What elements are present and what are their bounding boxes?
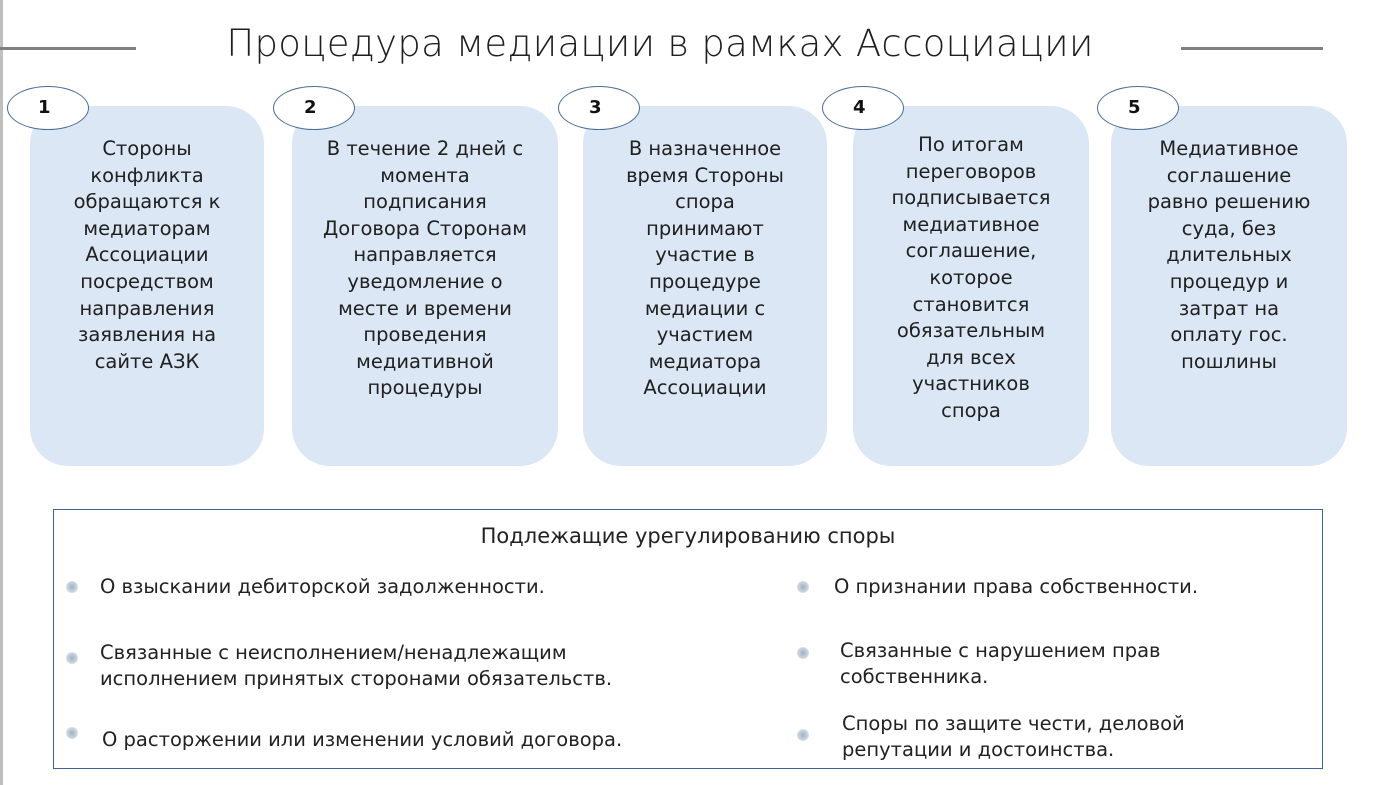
step-number-badge-1 xyxy=(7,86,89,130)
dispute-item-left-1: О взыскании дебиторской задолженности. xyxy=(100,575,545,598)
dispute-item-right-1: О признании права собственности. xyxy=(834,575,1199,598)
disputes-title: Подлежащие урегулированию споры xyxy=(480,524,896,548)
step-text-5: Медиативное соглашение равно решению суда, без длительных процедур и затрат на оплату гос. пошлины xyxy=(1147,137,1311,373)
step-text-4: По итогам переговоров подписывается медиативное соглашение, которое становится обязательным для всех участников спора xyxy=(891,133,1051,422)
disputes-box xyxy=(53,509,1323,769)
step-card-3 xyxy=(583,106,827,466)
page-title: Процедура медиации в рамках Ассоциации xyxy=(226,22,1094,65)
step-card-5 xyxy=(1111,106,1347,466)
step-number-1: 1 xyxy=(38,97,51,118)
step-number-badge-2 xyxy=(273,86,355,130)
step-card-2 xyxy=(292,106,558,466)
step-card-1 xyxy=(30,106,264,466)
step-number-badge-4 xyxy=(822,86,904,130)
step-number-3: 3 xyxy=(589,97,602,118)
step-number-2: 2 xyxy=(304,97,317,118)
step-card-4 xyxy=(853,106,1089,466)
dispute-item-left-2: Связанные с неисполнением/ненадлежащим исполнением принятых сторонами обязательств. xyxy=(100,641,613,690)
step-number-badge-5 xyxy=(1097,86,1179,130)
bullet-icon xyxy=(797,647,809,659)
bullet-icon xyxy=(797,581,809,593)
title-rule-left xyxy=(0,47,136,50)
bullet-icon xyxy=(797,729,809,741)
step-text-3: В назначенное время Стороны спора принимают участие в процедуре медиации с участием медиатора Ассоциации xyxy=(626,137,784,400)
title-rule-right xyxy=(1181,47,1323,50)
page-left-edge xyxy=(0,0,3,785)
bullet-icon xyxy=(66,727,78,739)
dispute-item-left-3: О расторжении или изменении условий договора. xyxy=(102,728,623,751)
bullet-icon xyxy=(66,652,78,664)
dispute-item-right-3: Споры по защите чести, деловой репутации и достоинства. xyxy=(842,712,1185,761)
step-number-5: 5 xyxy=(1128,97,1141,118)
step-number-badge-3 xyxy=(558,86,640,130)
dispute-item-right-2: Связанные с нарушением прав собственника. xyxy=(840,639,1161,688)
step-text-2: В течение 2 дней с момента подписания Договора Сторонам направляется уведомление о месте и времени проведения медиативной процедуры xyxy=(323,137,527,400)
step-number-4: 4 xyxy=(853,97,866,118)
step-text-1: Стороны конфликта обращаются к медиаторам Ассоциации посредством направления заявления на сайте АЗК xyxy=(73,137,221,373)
bullet-icon xyxy=(66,581,78,593)
